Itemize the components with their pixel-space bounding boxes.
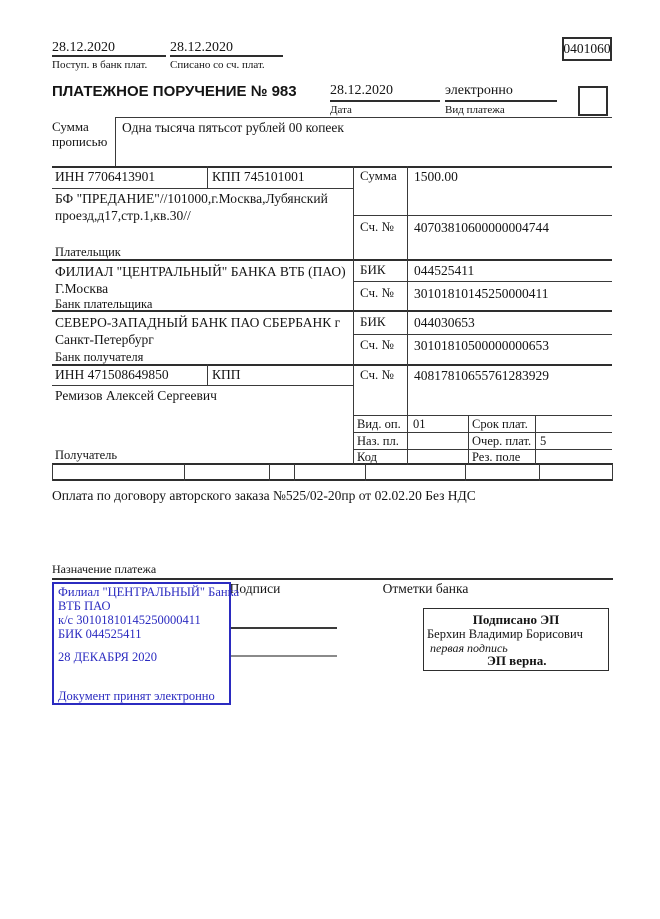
table-line [353,215,612,216]
stamp-note: Документ принят электронно [58,689,215,703]
form-code-box [562,37,612,61]
stamp-corr-account: к/с 30101810145250000411 [58,613,201,627]
table-line [52,463,613,465]
table-divider [353,166,354,465]
tax-field-divider [612,464,613,481]
amount-words-label-line1: Сумма [52,119,89,134]
tax-field-divider [365,464,366,481]
date-field-underline [330,100,440,102]
payee-bank-name-line2: Санкт-Петербург [55,332,154,347]
stamp-bank-name-line2: ВТБ ПАО [58,599,111,613]
date-debited-value: 28.12.2020 [170,40,233,55]
signature-line-1 [231,627,337,629]
payer-account-label: Сч. № [360,219,394,234]
payee-bank-section-label: Банк получателя [55,350,144,364]
date-received-label: Поступ. в банк плат. [52,59,148,71]
payee-account-value: 40817810655761283929 [414,368,549,383]
payer-inn: ИНН 7706413901 [55,169,156,184]
amount-words-label-line2: прописью [52,134,108,149]
priority-label: Очер. плат. [472,434,532,448]
payee-bank-account-label: Сч. № [360,337,394,352]
esign-signer: Берхин Владимир Борисович [427,627,583,641]
payer-name-line1: БФ "ПРЕДАНИЕ"//101000,г.Москва,Лубянский [55,191,328,206]
table-line [52,385,353,386]
date-received-value: 28.12.2020 [52,40,115,55]
payee-account-label: Сч. № [360,367,394,382]
payment-kind-value: электронно [445,83,513,98]
tax-field-divider [539,464,540,481]
signature-line-2 [231,655,337,657]
payment-kind-underline [445,100,557,102]
footer-separator-line [52,578,613,580]
inn-kpp-divider [207,166,208,189]
signatures-header: Подписи [229,581,281,596]
esign-title: Подписано ЭП [472,612,560,627]
payer-kpp: КПП 745101001 [212,169,305,184]
tax-field-divider [269,464,270,481]
payer-bank-bik-value: 044525411 [414,263,475,278]
payer-account-value: 40703810600000004744 [414,220,549,235]
date-received-underline [52,55,166,57]
payee-bank-account-value: 30101810500000000653 [414,338,549,353]
payee-section-label: Получатель [55,448,118,462]
table-line [52,188,353,189]
payer-section-label: Плательщик [55,245,121,259]
payer-status-box [578,86,608,116]
amount-value: 1500.00 [414,169,458,184]
esign-kind: первая подпись [430,641,508,655]
payer-bank-account-label: Сч. № [360,285,394,300]
inn-kpp-divider [207,364,208,386]
payer-bank-name-line2: Г.Москва [55,281,109,296]
bank-marks-header: Отметки банка [382,581,469,596]
document-title: ПЛАТЕЖНОЕ ПОРУЧЕНИЕ № 983 [52,83,297,100]
table-line [353,334,612,335]
code-label: Код [357,450,377,464]
tax-field-divider [294,464,295,481]
table-line [353,415,612,416]
payer-bank-name-line1: ФИЛИАЛ "ЦЕНТРАЛЬНЫЙ" БАНКА ВТБ (ПАО) [55,264,346,279]
payee-bank-bik-value: 044030653 [414,315,475,330]
payment-purpose-text: Оплата по договору авторского заказа №525/02-20пр от 02.02.20 Без НДС [52,488,476,503]
table-line [353,432,612,433]
document-date-value: 28.12.2020 [330,83,393,98]
date-debited-underline [170,55,283,57]
payer-bank-account-value: 30101810145250000411 [414,286,549,301]
payee-bank-bik-label: БИК [360,314,386,329]
op-type-label: Вид. оп. [357,417,401,431]
tax-field-divider [184,464,185,481]
payment-kind-label: Вид платежа [445,104,505,116]
tax-field-divider [465,464,466,481]
payee-bank-name-line1: СЕВЕРО-ЗАПАДНЫЙ БАНК ПАО СБЕРБАНК г [55,315,341,330]
payer-bank-bik-label: БИК [360,262,386,277]
payee-inn: ИНН 471508649850 [55,367,169,382]
payee-name: Ремизов Алексей Сергеевич [55,388,217,403]
stamp-date: 28 ДЕКАБРЯ 2020 [58,650,157,664]
stamp-bik: БИК 044525411 [58,627,142,641]
table-divider [535,415,536,465]
payment-purpose-label: Назначение платежа [52,562,157,576]
table-line [52,479,613,481]
amount-words-divider [115,117,116,167]
amount-words-top-line [115,117,612,118]
payee-kpp-label: КПП [212,367,241,382]
amount-in-words-value: Одна тысяча пятьсот рублей 00 копеек [122,120,344,135]
form-code: 0401060 [563,41,611,56]
table-line [52,166,612,168]
date-field-label: Дата [330,104,352,116]
amount-label: Сумма [360,168,397,183]
table-divider [407,166,408,465]
purpose-code-label: Наз. пл. [357,434,399,448]
payer-bank-section-label: Банк плательщика [55,297,153,311]
table-line [52,259,612,261]
priority-value: 5 [540,434,547,448]
date-debited-label: Списано со сч. плат. [170,59,265,71]
esign-status: ЭП верна. [487,653,547,668]
due-date-label: Срок плат. [472,417,528,431]
payer-name-line2: проезд,д17,стр.1,кв.30// [55,208,191,223]
table-divider [468,415,469,465]
table-line [353,281,612,282]
stamp-bank-name-line1: Филиал "ЦЕНТРАЛЬНЫЙ" Банка [58,585,240,599]
tax-field-divider [52,464,53,481]
reserve-field-label: Рез. поле [472,450,521,464]
op-type-value: 01 [413,417,426,431]
